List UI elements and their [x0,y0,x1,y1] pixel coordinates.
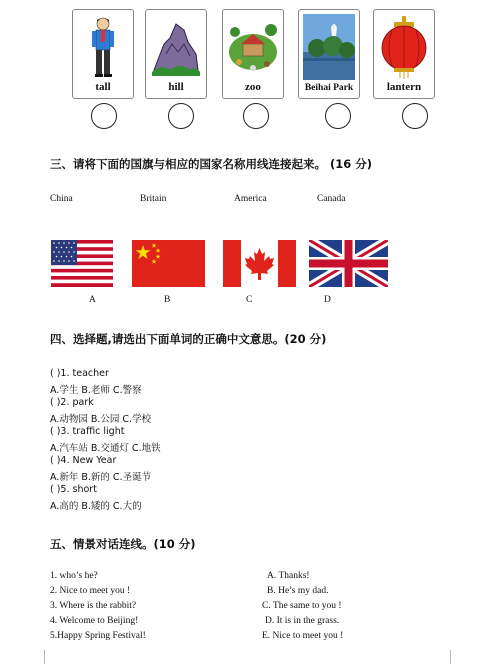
card-word: lantern [386,81,422,93]
beihai-park-photo [303,14,355,80]
options-line: A.汽车站 B.交通灯 C.地铁 [50,443,161,454]
options-line: A.新年 B.新的 C.圣诞节 [50,472,152,483]
picture-card-tall [72,9,134,99]
question-line: ( )4. New Year [50,455,117,466]
dialogue-left: 3. Where is the rabbit? [50,601,137,611]
flag-letter: C [246,295,253,305]
dialogue-right: C. The same to you ! [262,601,342,611]
hill-illustration [150,14,202,80]
picture-card-zoo [222,9,284,99]
options-line: A.动物园 B.公园 C.学校 [50,414,152,425]
dialogue-left: 4. Welcome to Beijing! [50,616,139,626]
zoo-illustration [227,14,279,80]
page-corner-mark [450,650,463,664]
china-flag [132,240,205,287]
canada-flag [223,240,296,287]
flag-letter: D [324,295,331,305]
section3-heading: 三、请将下面的国旗与相应的国家名称用线连接起来。 (16 分) [50,157,373,171]
answer-circle-1[interactable] [91,103,117,129]
dialogue-right: A. Thanks! [267,571,310,581]
section4-heading: 四、选择题,请选出下面单词的正确中文意思。(20 分) [50,332,327,346]
picture-card-beihai-park [298,9,360,99]
options-line: A.学生 B.老师 C.警察 [50,385,142,396]
question-line: ( )5. short [50,484,97,495]
card-word: hill [168,81,184,93]
page-corner-mark [32,650,45,664]
uk-flag [309,240,388,287]
lantern-illustration [378,14,430,80]
card-word: Beihai Park [304,83,354,93]
country-name: America [234,194,267,204]
card-credit: . [76,92,77,96]
answer-circle-2[interactable] [168,103,194,129]
country-name: Canada [317,194,346,204]
card-word: zoo [245,81,261,93]
question-line: ( )1. teacher [50,368,109,379]
dialogue-right: D. It is in the grass. [265,616,340,626]
dialogue-right: B. He’s my dad. [267,586,329,596]
question-line: ( )3. traffic light [50,426,125,437]
answer-circle-3[interactable] [243,103,269,129]
options-line: A.高的 B.矮的 C.大的 [50,501,142,512]
country-name: Britain [140,194,167,204]
card-word: tall [95,81,111,93]
dialogue-right: E. Nice to meet you ! [262,631,344,641]
answer-circle-4[interactable] [325,103,351,129]
country-name: China [50,194,73,204]
dialogue-left: 1. who’s he? [50,571,98,581]
picture-card-hill [145,9,207,99]
question-line: ( )2. park [50,397,94,408]
flag-letter: A [89,295,96,305]
usa-flag [51,240,113,287]
dialogue-left: 5.Happy Spring Festival! [50,631,146,641]
flag-letter: B [164,295,171,305]
section5-heading: 五、情景对话连线。(10 分) [50,537,196,551]
answer-circle-5[interactable] [402,103,428,129]
dialogue-left: 2. Nice to meet you ! [50,586,131,596]
boy-illustration [77,14,129,80]
picture-card-lantern [373,9,435,99]
